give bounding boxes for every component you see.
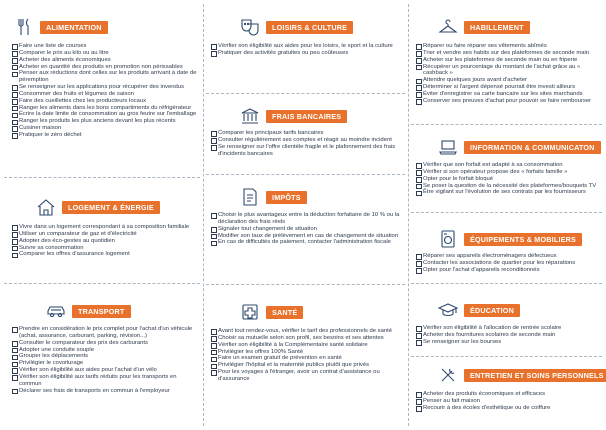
- graduation-cap-icon: [436, 299, 460, 321]
- checklist-item: Penser au fait maison: [416, 398, 604, 405]
- checklist-item: Éviter d'enregistrer sa carte bancaire sur les sites marchands: [416, 91, 604, 98]
- column-divider: [203, 4, 204, 426]
- section-habillement-list: [416, 43, 604, 105]
- section-title: ÉDUCATION: [464, 304, 520, 317]
- checklist-item: Comparer le prix au kilo ou au litre: [12, 50, 198, 57]
- section-title: FRAIS BANCAIRES: [266, 110, 347, 123]
- checklist-item: Acheter sur les plateformes de seconde main ou en friperie: [416, 57, 604, 64]
- checklist-item: Vérifier que son forfait est adapté à sa consommation: [416, 162, 604, 169]
- checklist-item: Vérifier son éligibilité aux aides pour l'achat d'un vélo: [12, 367, 198, 374]
- house-icon: [34, 196, 58, 218]
- section-habillement: [436, 16, 596, 38]
- row-divider: [206, 174, 405, 175]
- section-equipements-list: [416, 253, 604, 274]
- laptop-icon: [436, 136, 460, 158]
- checklist-item: Conserver ses preuves d'achat pour pouvoir se faire rembourser: [416, 98, 604, 105]
- hanger-icon: [436, 16, 460, 38]
- checklist-item: Déterminer si l'argent dépensé pourrait être investi ailleurs: [416, 84, 604, 91]
- section-information-list: [416, 162, 604, 196]
- checklist-item: Pour les voyages à l'étranger, avoir un contrat d'assistance ou d'assurance: [211, 369, 403, 383]
- section-sante-list: [211, 328, 403, 383]
- checklist-item: Ranger les produits les plus anciens devant les plus récents: [12, 118, 198, 125]
- checklist-item: Consommer des fruits et légumes de saison: [12, 91, 198, 98]
- section-loisirs: [238, 16, 398, 38]
- checklist-item: Faire une liste de courses: [12, 43, 198, 50]
- checklist-item: En cas de difficultés de paiement, contacter l'administration fiscale: [211, 239, 403, 246]
- section-title: INFORMATION & COMMUNICATON: [464, 141, 601, 154]
- checklist-item: Privilégier le covoiturage: [12, 360, 198, 367]
- row-divider: [4, 283, 200, 284]
- section-title: ENTRETIEN ET SOINS PERSONNELS: [464, 369, 606, 382]
- checklist-item: Acheter des aliments économiques: [12, 57, 198, 64]
- car-icon: [44, 300, 68, 322]
- section-header: [436, 364, 604, 386]
- row-divider: [206, 93, 405, 94]
- section-header: [436, 228, 604, 250]
- section-education: [436, 299, 604, 321]
- checklist-item: Cuisiner maison: [12, 125, 198, 132]
- section-title: ÉQUIPEMENTS & MOBILIERS: [464, 233, 582, 246]
- tip-list: [12, 43, 198, 139]
- checklist-item: Prendre en considération le prix complet pour l'achat d'un véhicule (achat, assurance, carburant, parking, révision...): [12, 326, 198, 340]
- section-frais-list: [211, 130, 403, 157]
- checklist-item: Vérifier son éligibilité à l'allocation de rentrée scolaire: [416, 325, 604, 332]
- checklist-item: Pratiquer des activités gratuites ou peu coûteuses: [211, 50, 401, 57]
- checklist-item: Consulter le comparateur des prix des carburants: [12, 340, 198, 347]
- checklist-item: Acheter des produits économiques et efficaces: [416, 391, 604, 398]
- checklist-item: Privilégier l'hôpital et la maternité publics plutôt que privés: [211, 362, 403, 369]
- checklist-item: Adopter une conduite souple: [12, 347, 198, 354]
- checklist-item: Suivre sa consommation: [12, 245, 198, 252]
- section-header: [12, 16, 198, 38]
- tip-list: [211, 212, 403, 246]
- checklist-item: Se renseigner sur l'offre clientèle fragile et le plafonnement des frais d'incidents bancaires: [211, 144, 403, 158]
- section-header: [436, 299, 604, 321]
- section-header: [238, 186, 398, 208]
- checklist-item: Comparer les principaux tarifs bancaires: [211, 130, 403, 137]
- row-divider: [411, 124, 602, 125]
- section-header: [238, 105, 398, 127]
- checklist-item: Récupérer un pourcentage du montant de l'achat grâce au « cashback »: [416, 64, 604, 78]
- tip-list: [12, 224, 198, 258]
- section-equipements: [436, 228, 604, 250]
- section-title: TRANSPORT: [72, 305, 131, 318]
- section-transport: [44, 300, 194, 322]
- section-header: [436, 16, 596, 38]
- checklist-item: Privilégier les offres 100% Santé: [211, 349, 403, 356]
- section-transport-list: [12, 326, 198, 394]
- section-impots-list: [211, 212, 403, 246]
- section-header: [238, 301, 398, 323]
- tip-list: [416, 162, 604, 196]
- checklist-item: Opter pour l'achat d'appareils reconditionnés: [416, 267, 604, 274]
- section-sante: [238, 301, 398, 323]
- document-icon: [238, 186, 262, 208]
- checklist-item: Se renseigner sur les applications pour récupérer des invendus: [12, 84, 198, 91]
- row-divider: [4, 177, 200, 178]
- section-title: SANTÉ: [266, 306, 303, 319]
- checklist-item: Vérifier son éligibilité à la Complémentaire santé solidaire: [211, 342, 403, 349]
- column-divider: [408, 4, 409, 426]
- checklist-item: Recourir à des écoles d'esthétique ou de coiffure: [416, 405, 604, 412]
- tip-list: [211, 43, 401, 57]
- section-title: IMPÔTS: [266, 191, 307, 204]
- checklist-item: Comparer les offres d'assurance logement: [12, 251, 198, 258]
- section-header: [238, 16, 398, 38]
- section-impots: [238, 186, 398, 208]
- section-entretien: [436, 364, 604, 386]
- section-header: [44, 300, 194, 322]
- section-alimentation: [12, 16, 198, 139]
- tip-list: [416, 391, 604, 412]
- section-title: LOISIRS & CULTURE: [266, 21, 353, 34]
- checklist-item: Consulter régulièrement ses comptes et réagir au moindre incident: [211, 137, 403, 144]
- tip-list: [416, 253, 604, 274]
- checklist-item: Vérifier si son opérateur propose des « forfaits famille »: [416, 169, 604, 176]
- section-title: ALIMENTATION: [40, 21, 108, 34]
- checklist-item: Réparer ou faire réparer ses vêtements abîmés: [416, 43, 604, 50]
- tip-list: [416, 325, 604, 346]
- checklist-item: Déclarer ses frais de transports en commun à l'employeur: [12, 388, 198, 395]
- tools-icon: [436, 364, 460, 386]
- checklist-item: Réparer ses appareils électroménagers défectueux: [416, 253, 604, 260]
- bank-icon: [238, 105, 262, 127]
- checklist-item: Acheter des fournitures scolaires de seconde main: [416, 332, 604, 339]
- checklist-item: Opter pour le forfait bloqué: [416, 176, 604, 183]
- section-loisirs-list: [211, 43, 401, 57]
- checklist-item: Se poser la question de la nécessité des plateformes/bouquets TV: [416, 183, 604, 190]
- tip-list: [211, 328, 403, 383]
- row-divider: [411, 356, 602, 357]
- medical-cross-icon: [238, 301, 262, 323]
- checklist-item: Attendre quelques jours avant d'acheter: [416, 77, 604, 84]
- checklist-item: Trier et vendre ses habits sur des plateformes de seconde main: [416, 50, 604, 57]
- checklist-item: Écrire la date limite de consommation au gros feutre sur l'emballage: [12, 111, 198, 118]
- checklist-item: Penser aux réductions dont celles sur les produits arrivant à date de péremption: [12, 70, 198, 84]
- checklist-item: Vivre dans un logement correspondant à sa composition familiale: [12, 224, 198, 231]
- appliance-icon: [436, 228, 460, 250]
- checklist-item: Être vigilant sur l'évolution de ses contrats par les fournisseurs: [416, 189, 604, 196]
- section-education-list: [416, 325, 604, 346]
- checklist-item: Faire des cueillettes chez les producteurs locaux: [12, 98, 198, 105]
- checklist-item: Avant tout rendez-vous, vérifier le tarif des professionnels de santé: [211, 328, 403, 335]
- section-header: [436, 136, 604, 158]
- checklist-item: Pratiquer le zéro déchet: [12, 132, 198, 139]
- row-divider: [411, 283, 602, 284]
- checklist-item: Vérifier son éligibilité aux tarifs réduits pour les transports en commun: [12, 374, 198, 388]
- tip-list: [416, 43, 604, 105]
- section-information: [436, 136, 604, 158]
- row-divider: [411, 212, 602, 213]
- fork-knife-icon: [12, 16, 36, 38]
- checklist-item: Utiliser un comparateur de gaz et d'électricité: [12, 231, 198, 238]
- checklist-item: Grouper les déplacements: [12, 353, 198, 360]
- section-logement: [36, 196, 200, 218]
- checklist-item: Contacter les associations de quartier pour les réparations: [416, 260, 604, 267]
- section-entretien-list: [416, 391, 604, 412]
- checklist-item: Choisir le plus avantageux entre la déduction forfaitaire de 10 % ou la déclaration des frais réels: [211, 212, 403, 226]
- checklist-item: Faire un examen gratuit de prévention en santé: [211, 355, 403, 362]
- section-frais: [238, 105, 398, 127]
- checklist-item: Signaler tout changement de situation: [211, 226, 403, 233]
- tip-list: [211, 130, 403, 157]
- checklist-item: Modifier son taux de prélèvement en cas de changement de situation: [211, 233, 403, 240]
- checklist-item: Acheter en quantité des produits en promotion non périssables: [12, 64, 198, 71]
- section-title: LOGEMENT & ÉNERGIE: [62, 201, 160, 214]
- checklist-item: Se renseigner sur les bourses: [416, 339, 604, 346]
- checklist-item: Ranger les aliments dans les bons compartiments du réfrigérateur: [12, 105, 198, 112]
- masks-icon: [238, 16, 262, 38]
- section-header: [34, 196, 200, 218]
- checklist-item: Choisir sa mutuelle selon son profil, ses besoins et ses attentes: [211, 335, 403, 342]
- section-logement-list: [12, 224, 198, 258]
- row-divider: [206, 284, 405, 285]
- tip-list: [12, 326, 198, 394]
- checklist-item: Vérifier son éligibilité aux aides pour les loisirs, le sport et la culture: [211, 43, 401, 50]
- section-title: HABILLEMENT: [464, 21, 530, 34]
- checklist-item: Adopter des éco-gestes au quotidien: [12, 238, 198, 245]
